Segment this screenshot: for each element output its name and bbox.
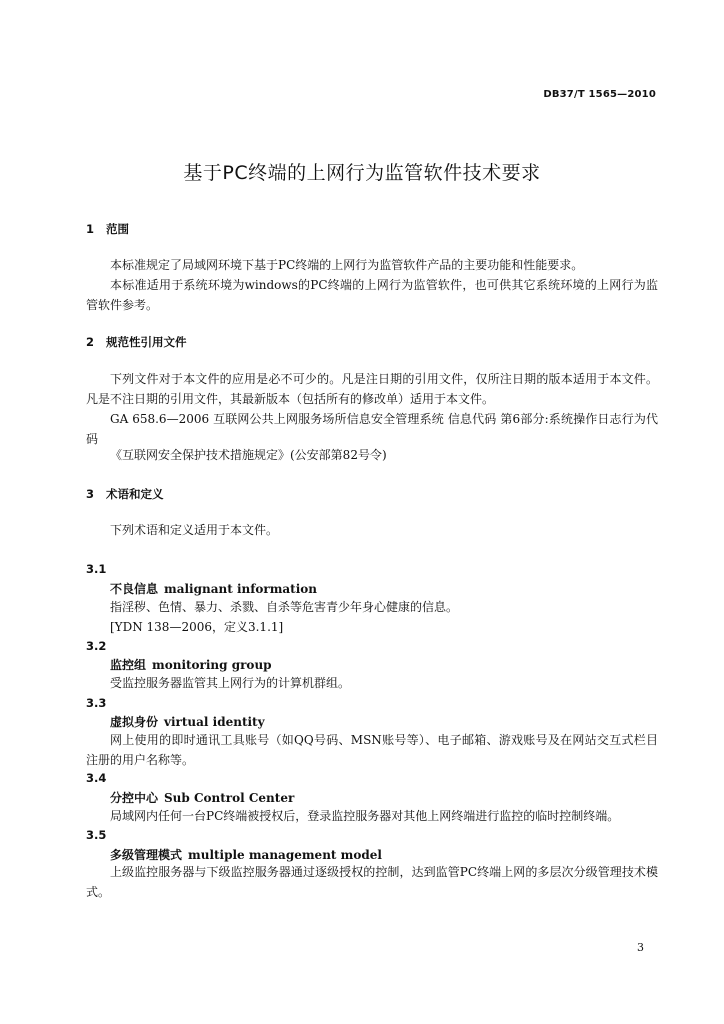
section-2-paragraph-3: 《互联网安全保护技术措施规定》(公安部第82号令) [110, 448, 387, 462]
section-3-intro: 下列术语和定义适用于本文件。 [110, 523, 279, 537]
term-number: 3.3 [86, 696, 107, 710]
term-chinese: 分控中心 [110, 791, 159, 805]
term-number: 3.2 [86, 639, 107, 653]
term-english: monitoring group [152, 658, 272, 672]
section-1-heading [86, 221, 129, 237]
term-english: malignant information [164, 582, 318, 596]
section-number: 1 [86, 222, 95, 236]
term-heading [110, 656, 272, 673]
term-number: 3.4 [86, 771, 107, 785]
term-heading [110, 713, 265, 730]
term-chinese: 监控组 [110, 658, 147, 672]
section-2-paragraph-1: 下列文件对于本文件的应用是必不可少的。凡是注日期的引用文件，仅所注日期的版本适用于本文件。凡是不注日期的引用文件，其最新版本（包括所有的修改单）适用于本文件。 [86, 372, 658, 406]
term-english: virtual identity [164, 715, 265, 729]
page-title: 基于PC终端的上网行为监管软件技术要求 [183, 162, 541, 184]
term-number: 3.1 [86, 562, 107, 576]
page-number: 3 [637, 941, 644, 954]
term-chinese: 虚拟身份 [110, 715, 159, 729]
term-chinese: 不良信息 [110, 582, 159, 596]
term-definition: 网上使用的即时通讯工具账号（如QQ号码、MSN账号等）、电子邮箱、游戏账号及在网站交互式栏目注册的用户名称等。 [86, 733, 658, 767]
term-definition: 上级监控服务器与下级监控服务器通过逐级授权的控制，达到监管PC终端上网的多层次分级管理技术模式。 [86, 865, 658, 899]
section-number: 3 [86, 487, 95, 501]
term-number: 3.5 [86, 828, 107, 842]
document-number: DB37/T 1565—2010 [543, 89, 656, 100]
section-2-paragraph-2: GA 658.6—2006 互联网公共上网服务场所信息安全管理系统 信息代码 第6部分:系统操作日志行为代码 [86, 412, 658, 446]
section-title: 规范性引用文件 [106, 335, 187, 349]
section-1-paragraph-2: 本标准适用于系统环境为windows的PC终端的上网行为监管软件，也可供其它系统环境的上网行为监管软件参考。 [86, 278, 658, 312]
section-3-heading [86, 486, 164, 502]
section-1-paragraph-1: 本标准规定了局域网环境下基于PC终端的上网行为监管软件产品的主要功能和性能要求。 [110, 258, 584, 272]
term-definition: 指淫秽、色情、暴力、杀戮、自杀等危害青少年身心健康的信息。 [110, 600, 459, 614]
term-definition: 局域网内任何一台PC终端被授权后，登录监控服务器对其他上网终端进行监控的临时控制终端。 [110, 809, 620, 823]
term-definition: 受监控服务器监管其上网行为的计算机群组。 [110, 676, 351, 690]
section-2-heading [86, 334, 187, 350]
term-heading [110, 846, 382, 863]
term-heading [110, 789, 294, 806]
term-source: [YDN 138—2006，定义3.1.1] [110, 620, 284, 634]
term-chinese: 多级管理模式 [110, 848, 183, 862]
term-english: Sub Control Center [164, 791, 295, 805]
section-title: 范围 [106, 222, 129, 236]
term-heading [110, 580, 317, 597]
section-number: 2 [86, 335, 95, 349]
term-english: multiple management model [188, 848, 382, 862]
section-title: 术语和定义 [106, 487, 164, 501]
